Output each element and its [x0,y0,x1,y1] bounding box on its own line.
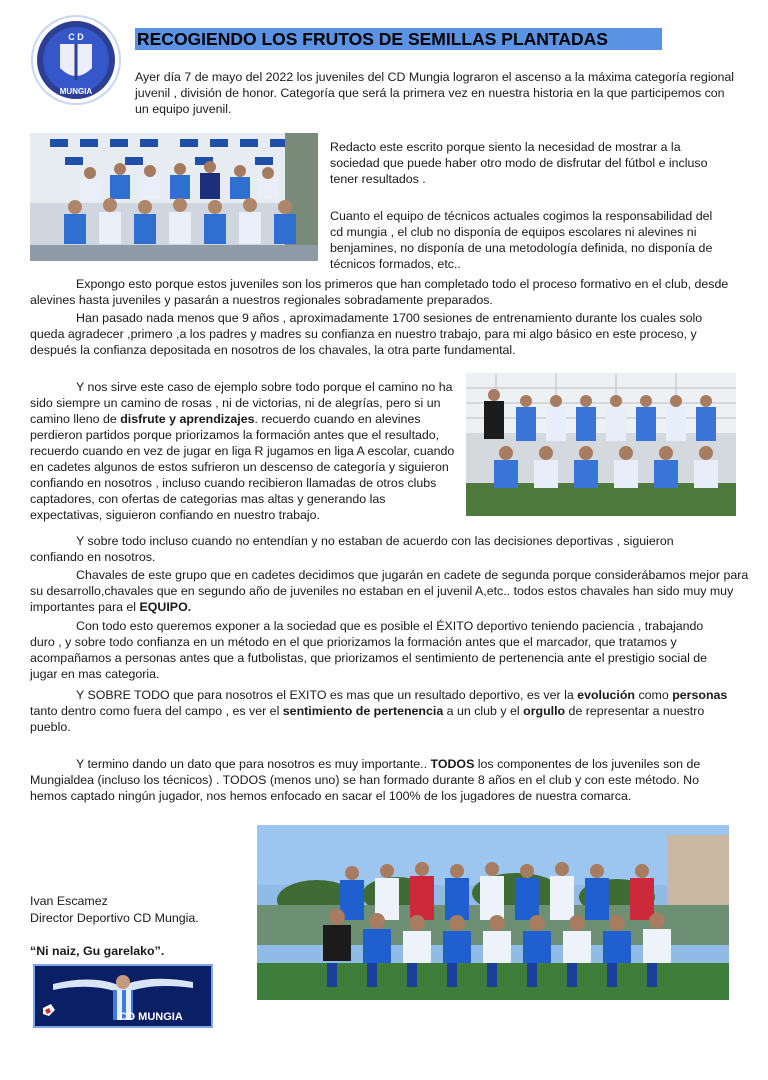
logo-bottom-text: MUNGIA [59,87,93,96]
page-title: RECOGIENDO LOS FRUTOS DE SEMILLAS PLANTADAS [135,28,662,50]
banner-text: CD MUNGIA [119,1011,183,1023]
paragraph-chavales [30,567,757,615]
emphasis-orgullo: orgullo [523,704,566,718]
emphasis-disfrute: disfrute y aprendizajes [120,412,255,426]
emphasis-todos: TODOS [430,757,475,771]
emphasis-sentimiento: sentimiento de pertenencia [282,704,444,718]
text-run: tanto dentro como fuera del campo , es ver el [30,704,283,718]
intro-paragraph: Ayer día 7 de mayo del 2022 los juveniles del CD Mungia lograron el ascenso a la máxima categoría regional juvenil , división de honor. Categoría que será la primera vez en nuestra historia en la que participemos con un equipo juvenil. [135,70,734,116]
text-run: . recuerdo cuando en alevines perdieron partidos porque priorizamos la formación antes que el resultado, recuerdo cuando en vez de jugar en liga R jugamos en liga A escolar, cuando en cadetes algunos de estos sufrieron un descenso de categoría y siguieron confiando en nosotros , incluso cuando recibieron llamadas de otros clubs captadores, con ofertas de categorias mas altas y generando las expectativas, siguieron confiando en nuestro trabajo. [30,412,455,522]
team-photo-early-years [30,133,318,261]
text-run: como [635,688,673,702]
logo-top-text: C D [68,32,84,42]
paragraph-y-sobre: Y sobre todo incluso cuando no entendían y no estaban de acuerdo con las decisiones deportivas , siguieron confiando en nosotros. [30,534,674,564]
signature-name: Ivan Escamez [30,894,108,908]
paragraph-y-nos-sirve [30,379,458,523]
paragraph-han-pasado: Han pasado nada menos que 9 años , aproximadamente 1700 sesiones de entrenamiento durante los cuales solo queda agradecer ,primero ,a los padres y madres su confianza en nuestro trabajo, para mi algo básico en este proceso, y después la confianza depositada en nosotros de los chavales, la otra parte fundamental. [30,311,703,357]
text-run: Y termino dando un dato que para nosotros es muy importante.. [76,757,431,771]
text-run: Chavales de este grupo que en cadetes decidimos que jugarán en cadete de segunda porque considerábamos mejor para su desarrollo,chavales que en segundo año de juveniles no estaban en el juvenil A,etc.. todos estos chavales han sido muy muy importantes para el [30,568,749,614]
emphasis-evolucion: evolución [577,688,636,702]
text-run: a un club y el [443,704,524,718]
paragraph-con-todo: Con todo esto queremos exponer a la sociedad que es posible el ÉXITO deportivo teniendo paciencia , trabajando duro , y sobre todo confianza en un método en el que priorizamos la formación antes que el marcador, que tratamos y acompañamos a personas antes que a futbolistas, que priorizamos el sentimiento de pertenencia ante el prestigio social de jugar en mas categoria. [30,619,708,681]
text-run: Y SOBRE TODO que para nosotros el EXITO es mas que un resultado deportivo, es ver la [76,688,578,702]
paragraph-expongo: Expongo esto porque estos juveniles son los primeros que han completado todo el proceso formativo en el club, desde alevines hasta juveniles y pasarán a nuestros regionales sobradamente preparados. [30,277,729,307]
team-photo-juveniles-celebration [257,825,729,1000]
emphasis-equipo: EQUIPO. [139,600,192,614]
emphasis-personas: personas [672,688,728,702]
paragraph-y-sobre-todo [30,687,730,735]
signature-role: Director Deportivo CD Mungia. [30,911,199,925]
team-photo-cadetes [466,373,736,516]
cd-mungia-banner [33,964,213,1028]
text-run: Y nos sirve este caso de ejemplo sobre todo porque el camino no ha sido siempre un camino de rosas , ni de victorias, ni de alegrías, pero si un camino lleno de [30,380,453,426]
paragraph-redacto: Redacto este escrito porque siento la necesidad de mostrar a la sociedad que puede haber otro modo de disfrutar del fútbol e incluso tener resultados . [330,140,708,186]
text-run: los componentes de los juveniles son de Mungialdea (incluso los técnicos) . TODOS (menos uno) se han formado durante 8 años en el club y con este método. No hemos captado ningún jugador, nos hemos enfocado en sacar el 100% de los jugadores de nuestra comarca. [30,757,701,803]
club-logo [30,14,122,106]
paragraph-cuanto: Cuanto el equipo de técnicos actuales cogimos la responsabilidad del cd mungia , el club no disponía de equipos escolares ni alevines ni benjamines, no disponía de una metodología definida, no disponía de técnicos formados, etc.. [330,209,713,271]
paragraph-termino [30,756,730,804]
signature-quote: “Ni naiz, Gu garelako”. [30,944,165,958]
text-run: de representar a nuestro pueblo. [30,704,705,734]
